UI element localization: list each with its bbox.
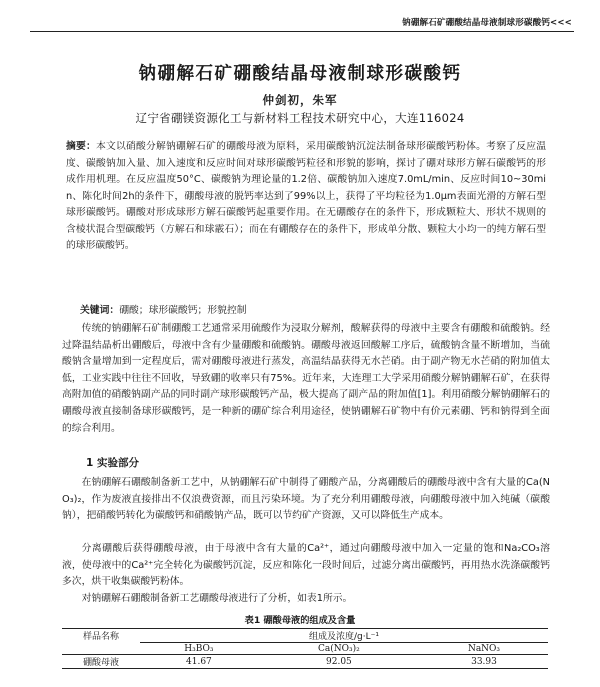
authors: 仲剑初，朱军	[262, 93, 338, 107]
table-column-header: H₃BO₃	[184, 643, 214, 654]
running-head: 钠硼解石矿硼酸结晶母液制球形碳酸钙<<<	[402, 18, 572, 28]
table-caption: 表1 硼酸母液的组成及含量	[244, 615, 356, 626]
keywords-text: 硼酸；球形碳酸钙；形貌控制	[119, 305, 247, 316]
table-cell: 92.05	[258, 655, 420, 669]
table-row-header-label: 样品名称	[82, 632, 119, 643]
experiment-paragraph-1: 在钠硼解石硼酸制备新工艺中，从钠硼解石矿中制得了硼酸产品，分离硼酸后的硼酸母液中含有大量的Ca(NO₃)₂，作为废液直接排出不仅浪费资源，而且污染环境。为了充分利用硼酸母液，向硼酸母液中加入纯碱（碳酸钠），把硝酸钙转化为碳酸钙和硝酸钠产品，既可以节约矿产资源，又可以降低生产成本。	[62, 477, 550, 522]
abstract	[66, 139, 546, 255]
affiliation: 辽宁省硼镁资源化工与新材料工程技术研究中心，大连116024	[135, 111, 465, 125]
header-rule	[30, 31, 574, 32]
table-row-header	[62, 629, 140, 643]
abstract-text: 本文以硝酸分解钠硼解石矿的硼酸母液为原料，采用碳酸钠沉淀法制备球形碳酸钙粉体。考察了反应温度、碳酸钠加入量、加入速度和反应时间对球形碳酸钙粒径和形貌的影响，探讨了硼对球形方解石碳酸钙的形成作用机理。在反应温度50°C、碳酸钠为理论量的1.2倍、碳酸钠加入速度7.0mL/min、反应时间10~30min、陈化时间2h的条件下，硼酸母液的脱钙率达到了99%以上，获得了平均粒径为1.0μm表面光滑的方解石型球形碳酸钙。硼酸对形成球形方解石碳酸钙起重要作用。在无硼酸存在的条件下，形成颗粒大、形状不规则的含棱状混合型碳酸钙（方解石和球霰石）；而在有硼酸存在的条件下，形成单分散、颗粒大小均一的纯方解石型的球形碳酸钙。	[66, 141, 547, 251]
table-column-header: Ca(NO₃)₂	[318, 643, 360, 654]
experiment-paragraph-2: 分离硼酸后获得硼酸母液，由于母液中含有大量的Ca²⁺，通过向硼酸母液中加入一定量的饱和Na₂CO₃溶液，使母液中的Ca²⁺完全转化为碳酸钙沉淀，反应和陈化一段时间后，过滤分离出碳酸钙，再用热水洗涤碳酸钙多次，烘干收集碳酸钙粉体。	[62, 543, 550, 588]
page-title: 钠硼解石矿硼酸结晶母液制球形碳酸钙	[138, 64, 462, 84]
table-group-header: 组成及浓度/g·L⁻¹	[140, 629, 548, 643]
keywords-label: 关键词：	[80, 305, 120, 316]
table-row	[62, 655, 548, 669]
table-column-header: NaNO₃	[467, 643, 501, 654]
section-heading: 1 实验部分	[86, 457, 139, 469]
intro-paragraph: 传统的钠硼解石矿制硼酸工艺通常采用硫酸作为浸取分解剂，酸解获得的母液中主要含有硼酸和硫酸钠。经过降温结晶析出硼酸后，母液中含有少量硼酸和硫酸钠。硼酸母液返回酸解工序后，硫酸钠含量不断增加，当硫酸钠含量增加到一定程度后，需对硼酸母液进行蒸发，高温结晶获得无水芒硝。由于副产物无水芒硝的附加值太低，工业实践中往往不回收，导致硼的收率只有75%。近年来，大连理工大学采用硝酸分解钠硼解石矿，在获得高附加值的硝酸钠副产品的同时副产球形碳酸钙产品，极大提高了副产品的附加值[1]。利用硝酸分解钠硼解石的硼酸母液直接制备球形碳酸钙，是一种新的硼矿综合利用途径，使钠硼解石矿物中有价元素硼、钙和钠得到全面的综合利用。	[62, 323, 550, 434]
table-cell: 33.93	[420, 655, 548, 669]
composition-table	[62, 628, 548, 669]
abstract-label: 摘要：	[66, 141, 97, 152]
keywords	[80, 302, 540, 316]
table-cell-name: 硼酸母液	[62, 655, 140, 669]
experiment-paragraph-3: 对钠硼解石硼酸制备新工艺硼酸母液进行了分析，如表1所示。	[81, 593, 353, 604]
table-cell: 41.67	[140, 655, 258, 669]
